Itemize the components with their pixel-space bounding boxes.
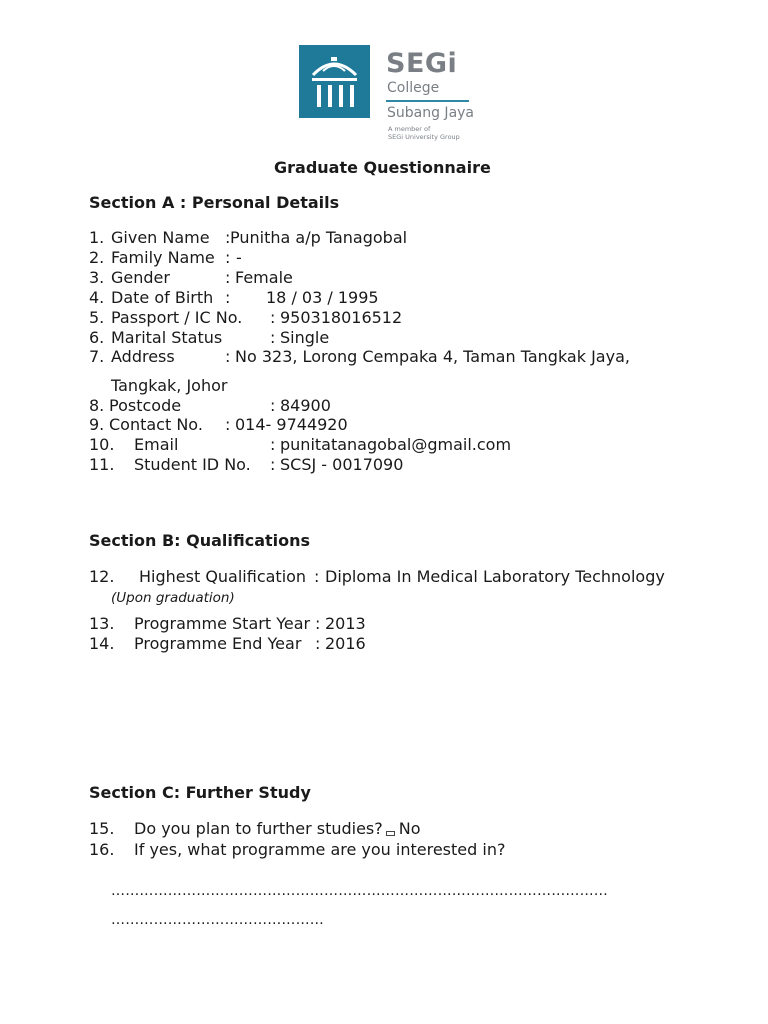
address-value: No 323, Lorong Cempaka 4, Taman Tangkak Jaya, xyxy=(235,347,630,366)
logo-name: SEGi xyxy=(386,48,458,79)
qualification-value: Diploma In Medical Laboratory Technology xyxy=(325,567,665,586)
item-number: 5. xyxy=(89,308,105,327)
page-title: Graduate Questionnaire xyxy=(274,158,491,177)
item-separator: : xyxy=(225,268,231,287)
item-number: 1. xyxy=(89,228,105,247)
item-separator: : xyxy=(270,328,276,347)
logo-college: College xyxy=(387,80,440,96)
item-separator: : xyxy=(225,248,231,267)
item-separator: : xyxy=(315,634,321,653)
further-study-question xyxy=(134,819,421,839)
item-number: 14. xyxy=(89,634,115,653)
item-separator: : xyxy=(225,288,231,307)
item-label: Date of Birth xyxy=(111,288,214,307)
item-number: 3. xyxy=(89,268,105,287)
item-separator: : xyxy=(270,455,276,474)
end-year-value: 2016 xyxy=(325,634,366,653)
item-separator: : xyxy=(225,347,231,366)
start-year-value: 2013 xyxy=(325,614,366,633)
logo-campus: Subang Jaya xyxy=(387,105,475,121)
segi-logo-mark xyxy=(299,45,370,118)
item-label: Passport / IC No. xyxy=(111,308,243,327)
item-number: 2. xyxy=(89,248,105,267)
contact-value: 014- 9744920 xyxy=(235,415,348,434)
item-number: 9. xyxy=(89,415,105,434)
address-value-continued: Tangkak, Johor xyxy=(111,376,228,395)
item-label: Gender xyxy=(111,268,170,287)
item-number: 4. xyxy=(89,288,105,307)
item-number: 16. xyxy=(89,840,115,859)
logo-member-text xyxy=(388,125,460,141)
item-separator: : xyxy=(315,614,321,633)
item-label: Email xyxy=(134,435,179,454)
item-separator: : xyxy=(270,435,276,454)
item-label: Programme End Year xyxy=(134,634,302,653)
item-label: Marital Status xyxy=(111,328,223,347)
item-separator: : xyxy=(270,396,276,415)
section-c-heading: Section C: Further Study xyxy=(89,783,311,802)
item-separator: : xyxy=(314,567,320,586)
programme-interest-label: If yes, what programme are you interested in? xyxy=(134,840,506,859)
logo-member-line2: SEGi University Group xyxy=(388,133,460,141)
item-number: 13. xyxy=(89,614,115,633)
item-separator: : xyxy=(270,308,276,327)
item-number: 15. xyxy=(89,819,115,838)
item-separator: : xyxy=(225,415,231,434)
item-label: Family Name xyxy=(111,248,215,267)
logo-divider xyxy=(386,100,469,102)
item-number: 11. xyxy=(89,455,115,474)
further-study-label: Do you plan to further studies? xyxy=(134,819,383,838)
email-value: punitatanagobal@gmail.com xyxy=(280,435,512,454)
gender-value: Female xyxy=(235,268,293,287)
section-b-heading: Section B: Qualifications xyxy=(89,531,311,550)
further-study-checkbox[interactable] xyxy=(386,831,395,836)
qualification-note: (Upon graduation) xyxy=(111,590,235,606)
marital-status-value: Single xyxy=(280,328,330,347)
family-name-value: - xyxy=(236,248,242,267)
item-label: Student ID No. xyxy=(134,455,251,474)
item-number: 8. xyxy=(89,396,105,415)
item-label: Address xyxy=(111,347,175,366)
item-number: 12. xyxy=(89,567,115,586)
answer-line-1[interactable]: …………………………………………………………………………………………… xyxy=(111,883,608,899)
item-number: 10. xyxy=(89,435,115,454)
answer-line-2[interactable]: ……………………………………… xyxy=(111,912,324,928)
item-separator: : xyxy=(225,228,231,247)
item-number: 6. xyxy=(89,328,105,347)
student-id-value: SCSJ - 0017090 xyxy=(280,455,404,474)
section-a-heading: Section A : Personal Details xyxy=(89,193,340,212)
given-name-value: Punitha a/p Tanagobal xyxy=(230,228,408,247)
building-icon xyxy=(299,45,370,118)
item-label: Postcode xyxy=(109,396,182,415)
passport-value: 950318016512 xyxy=(280,308,403,327)
logo-member-line1: A member of xyxy=(388,125,431,133)
date-of-birth-value: 18 / 03 / 1995 xyxy=(266,288,379,307)
item-label: Contact No. xyxy=(109,415,203,434)
postcode-value: 84900 xyxy=(280,396,331,415)
item-label: Programme Start Year xyxy=(134,614,311,633)
item-label: Highest Qualification xyxy=(139,567,307,586)
item-number: 7. xyxy=(89,347,105,366)
item-label: Given Name xyxy=(111,228,210,247)
further-study-option: No xyxy=(398,819,421,838)
